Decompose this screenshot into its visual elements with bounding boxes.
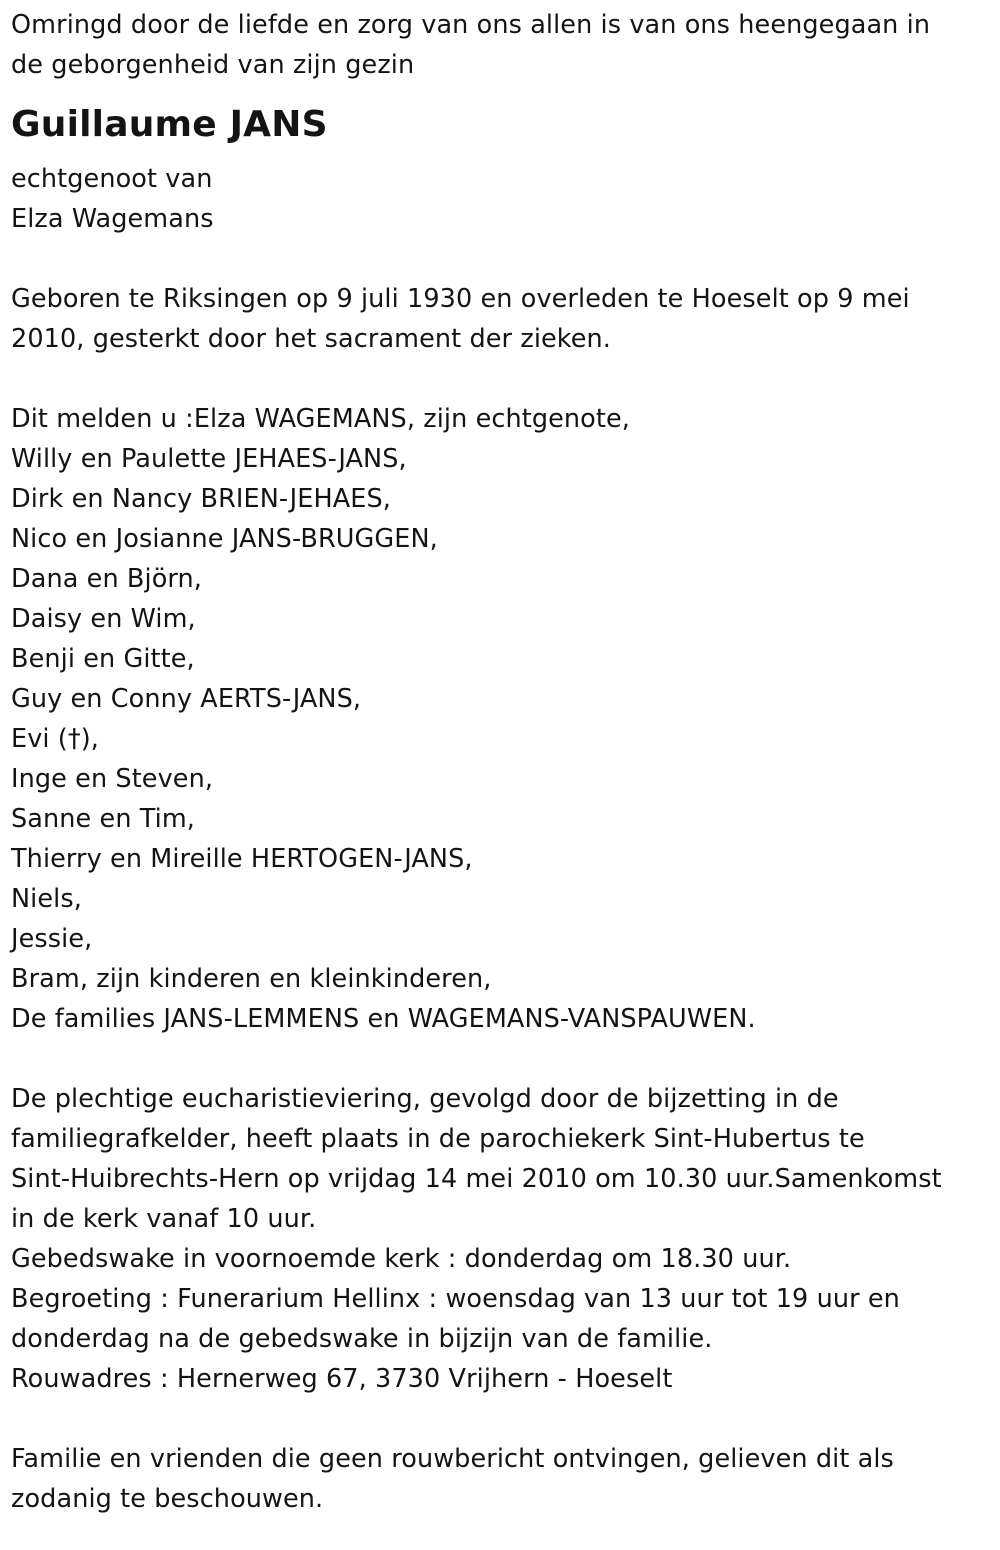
closing-line: Familie en vrienden die geen rouwbericht ontvingen, gelieven dit als [11, 1444, 894, 1474]
ceremony-line: Rouwadres : Hernerweg 67, 3730 Vrijhern - Hoeselt [11, 1364, 673, 1394]
ceremony-line: Sint-Huibrechts-Hern op vrijdag 14 mei 2010 om 10.30 uur.Samenkomst [11, 1164, 942, 1194]
deceased-name: Guillaume JANS [11, 104, 328, 145]
spacer [11, 239, 986, 279]
family-line: Benji en Gitte, [11, 644, 195, 674]
ceremony-line: De plechtige eucharistieviering, gevolgd door de bijzetting in de [11, 1084, 839, 1114]
family-line: Sanne en Tim, [11, 804, 196, 834]
intro-line: Omringd door de liefde en zorg van ons allen is van ons heengegaan in [11, 10, 931, 40]
spouse-block [11, 159, 986, 239]
family-line: Dirk en Nancy BRIEN-JEHAES, [11, 484, 392, 514]
spacer [11, 1399, 986, 1439]
closing-line: zodanig te beschouwen. [11, 1484, 324, 1514]
family-line: Guy en Conny AERTS-JANS, [11, 684, 362, 714]
family-line: Thierry en Mireille HERTOGEN-JANS, [11, 844, 473, 874]
spacer [11, 1039, 986, 1079]
birth-death-line: 2010, gesterkt door het sacrament der zieken. [11, 324, 612, 354]
obituary-document [11, 5, 986, 1519]
ceremony-line: familiegrafkelder, heeft plaats in de parochiekerk Sint-Hubertus te [11, 1124, 865, 1154]
family-line: Dit melden u :Elza WAGEMANS, zijn echtgenote, [11, 404, 630, 434]
family-line: Nico en Josianne JANS-BRUGGEN, [11, 524, 438, 554]
family-line: Jessie, [11, 924, 93, 954]
family-line: Bram, zijn kinderen en kleinkinderen, [11, 964, 492, 994]
family-line: De families JANS-LEMMENS en WAGEMANS-VANSPAUWEN. [11, 1004, 756, 1034]
birth-death-line: Geboren te Riksingen op 9 juli 1930 en overleden te Hoeselt op 9 mei [11, 284, 910, 314]
family-line: Willy en Paulette JEHAES-JANS, [11, 444, 407, 474]
ceremony-line: donderdag na de gebedswake in bijzijn van de familie. [11, 1324, 713, 1354]
spouse-line: Elza Wagemans [11, 204, 214, 234]
ceremony-line: Begroeting : Funerarium Hellinx : woensdag van 13 uur tot 19 uur en [11, 1284, 900, 1314]
family-line: Daisy en Wim, [11, 604, 196, 634]
family-line: Evi (†), [11, 724, 99, 754]
family-line: Niels, [11, 884, 82, 914]
intro-line: de geborgenheid van zijn gezin [11, 50, 415, 80]
ceremony-line: Gebedswake in voornoemde kerk : donderdag om 18.30 uur. [11, 1244, 792, 1274]
birth-death-paragraph [11, 279, 986, 359]
intro-paragraph [11, 5, 986, 85]
spouse-line: echtgenoot van [11, 164, 213, 194]
ceremony-line: in de kerk vanaf 10 uur. [11, 1204, 317, 1234]
family-list [11, 399, 986, 1039]
ceremony-paragraph [11, 1079, 986, 1399]
family-line: Dana en Björn, [11, 564, 202, 594]
closing-paragraph [11, 1439, 986, 1519]
family-line: Inge en Steven, [11, 764, 214, 794]
spacer [11, 359, 986, 399]
